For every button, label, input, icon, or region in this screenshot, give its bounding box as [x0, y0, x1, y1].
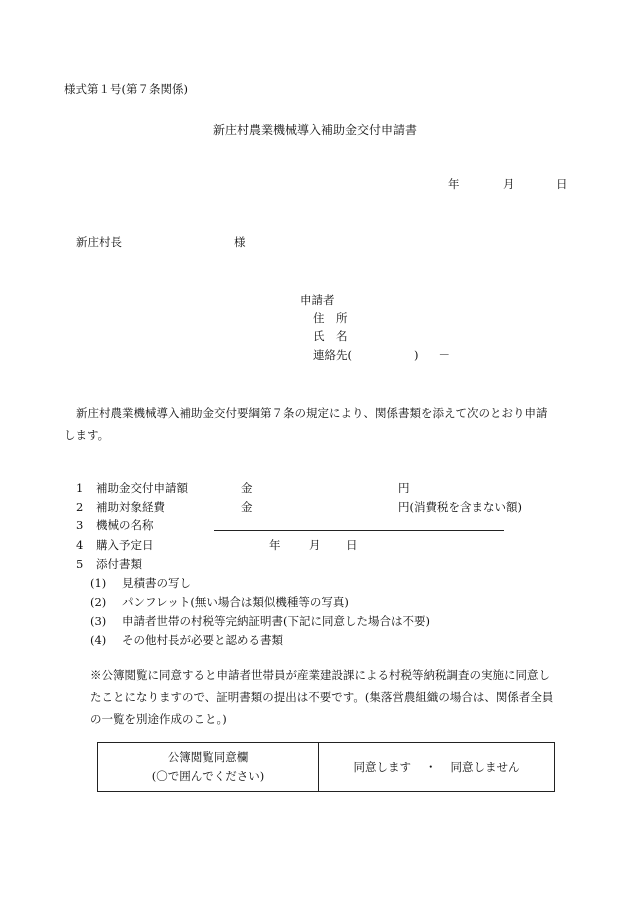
- applicant-address-label: 住 所: [313, 311, 348, 325]
- attachment-4-text: その他村長が必要と認める書類: [122, 633, 283, 647]
- item-2: [76, 499, 165, 515]
- attachment-1: [90, 575, 191, 591]
- consent-label-cell: [98, 743, 319, 791]
- item-5: [76, 556, 142, 572]
- applicant-contact-label: 連絡先(: [313, 348, 352, 362]
- form-number: 様式第１号(第７条関係): [64, 82, 188, 96]
- item-4-label: 購入予定日: [96, 538, 154, 552]
- consent-agree-option[interactable]: 同意します: [353, 760, 411, 774]
- item-2-en: 円(消費税を含まない額): [398, 500, 522, 514]
- attachment-2-number: (2): [90, 595, 107, 609]
- attachment-3-number: (3): [90, 614, 107, 628]
- attachment-3-text: 申請者世帯の村税等完納証明書(下記に同意した場合は不要): [122, 614, 430, 628]
- date-day-label: 日: [556, 177, 568, 191]
- purchase-month-label: 月: [309, 538, 321, 552]
- attachment-2: [90, 594, 349, 610]
- consent-title: 公簿閲覧同意欄: [167, 750, 249, 764]
- consent-table: [97, 742, 555, 792]
- attachment-2-text: パンフレット(無い場合は類似機種等の写真): [122, 595, 349, 609]
- item-4-number: 4: [76, 538, 84, 552]
- attachment-4-number: (4): [90, 633, 107, 647]
- addressee-name: 新庄村長: [76, 235, 122, 249]
- consent-separator: ・: [425, 760, 437, 774]
- application-statement: 新庄村農業機械導入補助金交付要綱第７条の規定により、関係書類を添えて次のとおり申請します。: [64, 406, 548, 442]
- applicant-contact-dash: －: [438, 348, 450, 362]
- item-1-en: 円: [398, 481, 410, 495]
- applicant-label: 申請者: [300, 293, 335, 307]
- item-3: [76, 517, 154, 533]
- item-5-number: 5: [76, 557, 84, 571]
- attachment-1-number: (1): [90, 576, 107, 590]
- item-1: [76, 480, 188, 496]
- consent-disagree-option[interactable]: 同意しません: [450, 760, 520, 774]
- date-year-label: 年: [448, 177, 460, 191]
- date-month-label: 月: [503, 177, 515, 191]
- attachment-3: [90, 613, 430, 629]
- applicant-contact: [313, 347, 450, 363]
- item-4: [76, 537, 154, 553]
- addressee-honorific: 様: [234, 235, 246, 249]
- item-1-number: 1: [76, 481, 84, 495]
- item-1-kin: 金: [241, 481, 253, 495]
- machine-name-line: [214, 530, 504, 531]
- disclosure-note: ※公簿閲覧に同意すると申請者世帯員が産業建設課による村税等納税調査の実施に同意したことになりますので、証明書類の提出は不要です。(集落営農組織の場合は、関係者全員の一覧を別途作成のこと。): [90, 668, 554, 726]
- item-5-label: 添付書類: [96, 557, 142, 571]
- applicant-contact-close: ): [414, 348, 419, 362]
- applicant-name-label: 氏 名: [313, 329, 348, 343]
- purchase-year-label: 年: [269, 538, 281, 552]
- item-2-number: 2: [76, 500, 84, 514]
- item-3-label: 機械の名称: [96, 518, 154, 532]
- item-3-number: 3: [76, 518, 84, 532]
- item-1-label: 補助金交付申請額: [96, 481, 188, 495]
- attachment-4: [90, 632, 283, 648]
- purchase-day-label: 日: [346, 538, 358, 552]
- item-2-kin: 金: [241, 500, 253, 514]
- consent-instruction: (〇で囲んでください): [151, 769, 265, 783]
- consent-options-cell: [319, 743, 554, 791]
- item-2-label: 補助対象経費: [96, 500, 165, 514]
- attachment-1-text: 見積書の写し: [122, 576, 191, 590]
- document-title: 新庄村農業機械導入補助金交付申請書: [212, 123, 417, 137]
